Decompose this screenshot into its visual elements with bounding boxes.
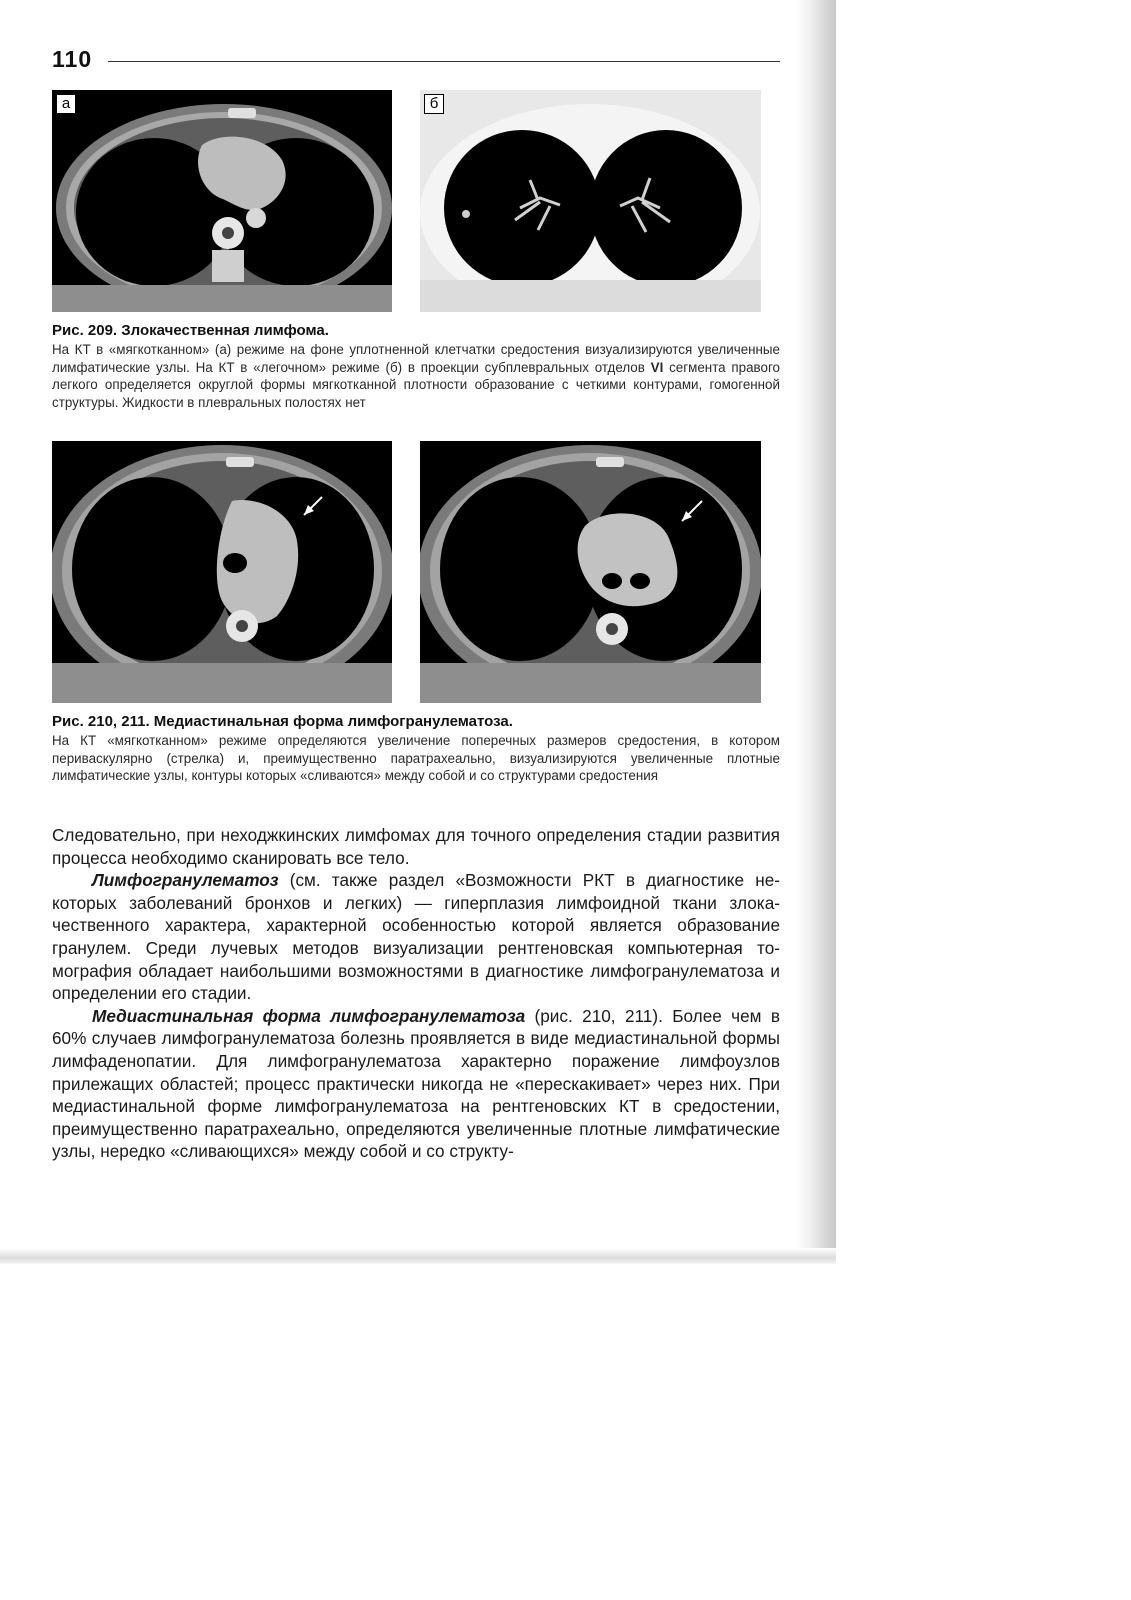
term-mediastinal-form: Медиастинальная форма лимфогранулематоза [92, 1005, 526, 1026]
panel-label-a: а [56, 94, 76, 114]
term-lymphogranulomatosis: Лимфогранулематоз [92, 870, 279, 891]
scan-shadow-bottom [0, 1248, 836, 1264]
body-text [52, 824, 780, 1163]
caption-210-title: Рис. 210, 211. Медиастинальная форма лимфогранулематоза. [52, 713, 513, 730]
ct-image-211 [420, 441, 761, 703]
paragraph-1: Следовательно, при неходжкинских лимфомах для точного определения стадии развития процесса необходимо сканировать все тело. [52, 825, 780, 868]
ct-image-209b [420, 90, 761, 312]
scan-shadow-right [796, 0, 836, 1262]
paragraph-2: Лимфогранулематоз (см. также раздел «Возможности РКТ в диагностике некоторых заболеваний бронхов и легких) — гиперплазия лимфоидной ткани злокачественного характера, характерной особенностью которой является образование гранулем. Среди лучевых методов визуализации рентгеновская компьютерная томография обладает наибольшими возможностями в диагностике лимфогранулематоза и определении его стадии. [52, 870, 780, 1004]
paragraph-3: Медиастинальная форма лимфогранулематоза (рис. 210, 211). Более чем в 60% случаев лимфогранулематоза болезнь проявляется в виде медиастинальной формы лимфаденопатии. Для лимфогранулематоза характерно поражение лимфоузлов прилежащих областей; процесс практически никогда не «перескакивает» через них. При медиастинальной форме лимфогранулематоза на рентгеновских КТ в средостении, преимущественно паратрахеально, определяются увеличенные плотные лимфатические узлы, нередко «сливающихся» между собой и со структу- [52, 1005, 780, 1162]
ct-image-209a [52, 90, 392, 312]
segment-numeral: VI [650, 359, 664, 375]
page-number: 110 [52, 46, 93, 72]
header-rule [108, 61, 780, 62]
ct-image-210 [52, 441, 392, 703]
panel-label-b: б [424, 94, 444, 114]
caption-209-title: Рис. 209. Злокачественная лимфома. [52, 322, 329, 339]
caption-210-text: На КТ «мягкотканном» режиме определяются увеличение поперечных размеров средостения, в котором периваскулярно (стрелка) и, преимущественно паратрахеально, визуализируются увеличенные плотные лимфатические узлы, контуры которых «сливаются» между собой и со структурами средостения [52, 733, 780, 784]
caption-209-text: На КТ в «мягкотканном» (а) режиме на фоне уплотненной клетчатки средостения визуализируются увеличенные лимфатические узлы. На КТ в «легочном» режиме (б) в проекции субплевральных отделов VI сегмента правого легкого определяется округлой формы мягкотканной плотности образование с четкими контурами, гомогенной структуры. Жидкости в плевральных полостях нет [52, 342, 781, 410]
